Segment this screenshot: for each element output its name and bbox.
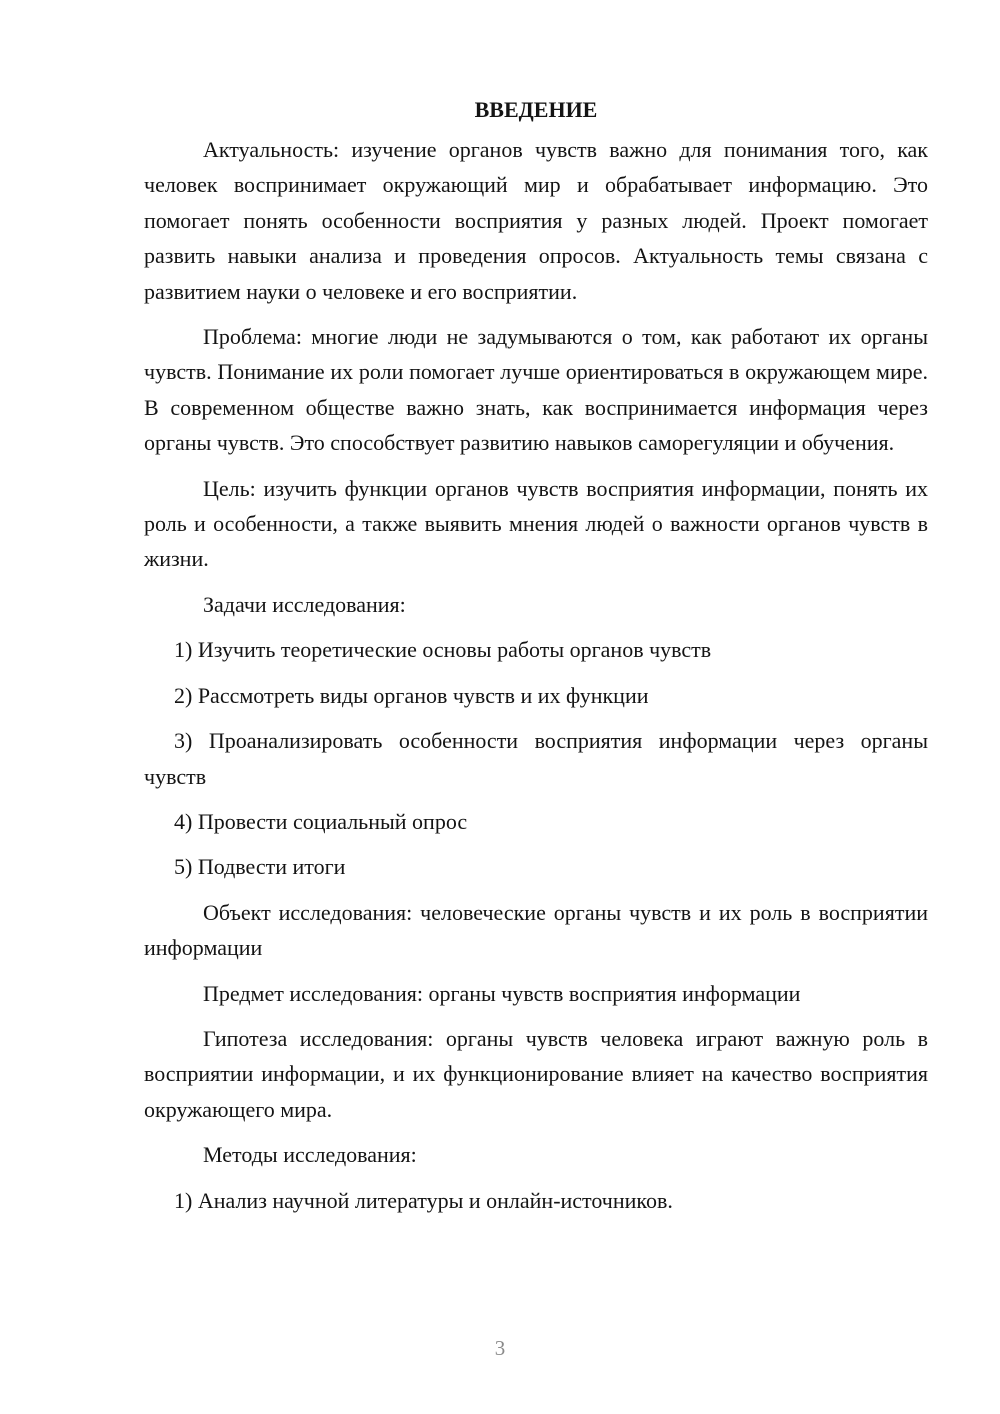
- goal-paragraph: Цель: изучить функции органов чувств восприятия информации, понять их роль и особенности, а также выявить мнения людей о важности органов чувств в жизни.: [144, 475, 928, 572]
- task-item: 2) Рассмотреть виды органов чувств и их функции: [174, 682, 649, 708]
- hypothesis-paragraph: Гипотеза исследования: органы чувств человека играют важную роль в восприятии информации, и их функционирование влияет на качество восприятия окружающего мира.: [144, 1025, 928, 1122]
- subject-paragraph: Предмет исследования: органы чувств восприятия информации: [203, 980, 801, 1006]
- method-item: 1) Анализ научной литературы и онлайн-источников.: [174, 1187, 673, 1213]
- page-title: ВВЕДЕНИЕ: [474, 97, 598, 122]
- object-paragraph: Объект исследования: человеческие органы чувств и их роль в восприятии информации: [144, 899, 928, 961]
- tasks-heading: Задачи исследования:: [203, 591, 406, 617]
- document-page: [144, 92, 928, 1228]
- task-item: 4) Провести социальный опрос: [174, 808, 468, 834]
- relevance-paragraph: Актуальность: изучение органов чувств важно для понимания того, как человек воспринимает окружающий мир и обрабатывает информацию. Это помогает понять особенности восприятия у разных людей. Проект помогает развить навыки анализа и проведения опросов. Актуальность темы связана с развитием науки о человеке и его восприятии.: [144, 137, 928, 304]
- problem-paragraph: Проблема: многие люди не задумываются о том, как работают их органы чувств. Понимание их роли помогает лучше ориентироваться в окружающем мире. В современном обществе важно знать, как воспринимается информация через органы чувств. Это способствует развитию навыков саморегуляции и обучения.: [144, 324, 928, 456]
- task-item: 5) Подвести итоги: [174, 854, 346, 880]
- page-number: 3: [494, 1336, 506, 1360]
- task-item: 1) Изучить теоретические основы работы органов чувств: [174, 637, 712, 663]
- task-item: 3) Проанализировать особенности восприятия информации через органы чувств: [144, 728, 928, 789]
- methods-heading: Методы исследования:: [203, 1142, 417, 1168]
